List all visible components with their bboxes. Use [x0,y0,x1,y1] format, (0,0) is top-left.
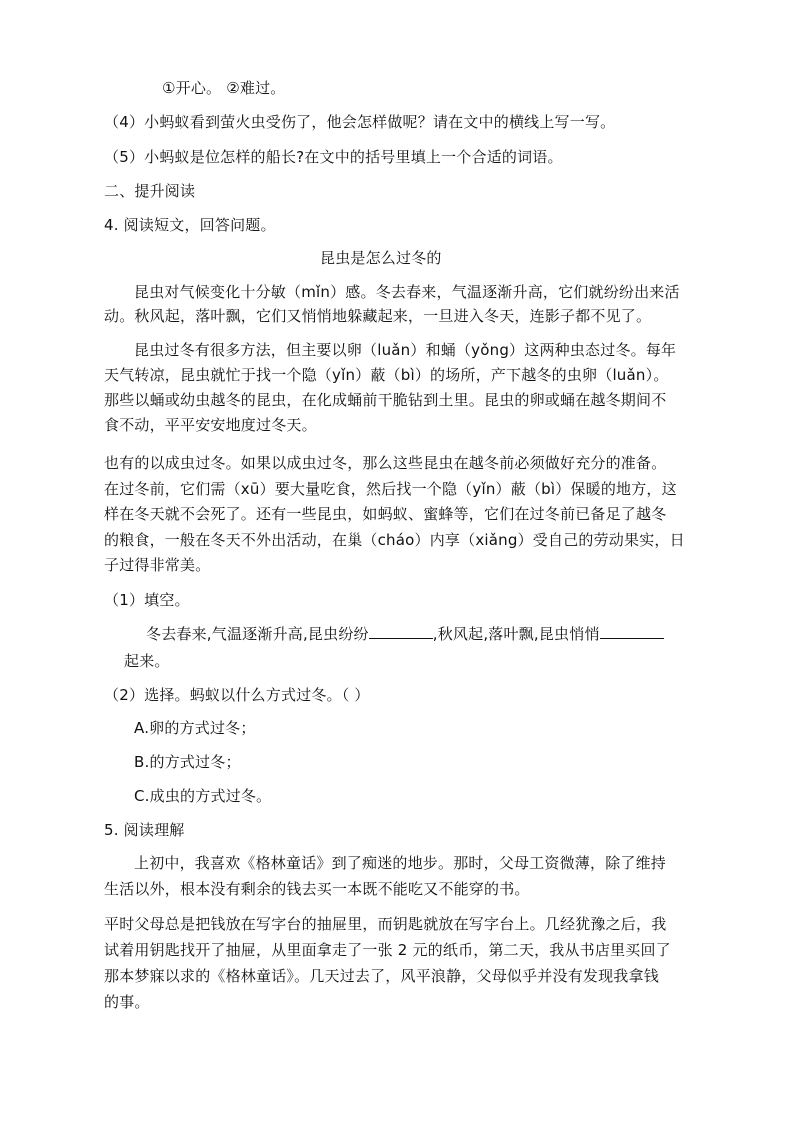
choice-option-c: C.成虫的方式过冬。 [134,787,272,805]
answer-blank[interactable] [600,624,664,639]
passage-title: 昆虫是怎么过冬的 [320,249,442,267]
paragraph-line: 昆虫过冬有很多方法，但主要以卵（luǎn）和蛹（yǒng）这两种虫态过冬。每年 [134,341,677,359]
fill-blank-continuation: 起来。 [124,652,170,670]
paragraph-line: 在过冬前，它们需（xū）要大量吃食，然后找一个隐（yǐn）蔽（bì）保暖的地方，这 [104,480,677,498]
question-5-line: （5）小蚂蚁是位怎样的船长?在文中的括号里填上一个合适的词语。 [104,148,563,166]
fill-blank-text: ,秋风起,落叶飘,昆虫悄悄 [432,625,600,643]
paragraph-line: 上初中，我喜欢《格林童话》到了痴迷的地步。那时，父母工资微薄，除了维持 [134,854,667,872]
paragraph-line: 昆虫对气候变化十分敏（mǐn）感。冬去春来，气温逐渐升高，它们就纷纷出来活 [134,283,680,301]
question-4-line: （4）小蚂蚁看到萤火虫受伤了，他会怎样做呢？请在文中的横线上写一写。 [104,113,616,131]
paragraph-line: 天气转凉，昆虫就忙于找一个隐（yǐn）蔽（bì）的场所，产下越冬的虫卵（luǎn）。 [104,366,669,384]
paragraph-line: 的粮食，一般在冬天不外出活动，在巢（cháo）内享（xiǎng）受自己的劳动果实，日 [104,531,685,549]
answer-options-line: ①开心。 ②难过。 [162,79,286,97]
paragraph-line: 试着用钥匙找开了抽屉，从里面拿走了一张 2 元的纸币，第二天，我从书店里买回了 [104,941,671,959]
section-heading: 二、提升阅读 [104,182,196,200]
fill-blank-text: 冬去春来,气温逐渐升高,昆虫纷纷 [146,625,369,643]
paragraph-line: 子过得非常美。 [104,556,211,574]
question-heading-5: 5. 阅读理解 [104,821,185,839]
paragraph-line: 的事。 [104,993,150,1011]
choice-option-a: A.卵的方式过冬； [134,719,256,737]
paragraph-line: 样在冬天就不会死了。还有一些昆虫，如蚂蚁、蜜蜂等，它们在过冬前已备足了越冬 [104,505,667,523]
paragraph-line: 平时父母总是把钱放在写字台的抽屉里，而钥匙就放在写字台上。几经犹豫之后，我 [104,915,667,933]
fill-blank-heading: （1）填空。 [104,591,190,609]
paragraph-line: 那些以蛹或幼虫越冬的昆虫，在化成蛹前干脆钻到土里。昆虫的卵或蛹在越冬期间不 [104,391,667,409]
paragraph-line: 生活以外，根本没有剩余的钱去买一本既不能吃又不能穿的书。 [104,880,530,898]
paragraph-line: 那本梦寐以求的《格林童话》。几天过去了，风平浪静，父母似乎并没有发现我拿钱 [104,967,659,985]
paragraph-line: 也有的以成虫过冬。如果以成虫过冬，那么这些昆虫在越冬前必须做好充分的准备。 [104,454,667,472]
answer-blank[interactable] [369,624,433,639]
paragraph-line: 食不动，平平安安地度过冬天。 [104,416,317,434]
choice-question: （2）选择。蚂蚁以什么方式过冬。（ ） [104,686,370,704]
choice-option-b: B.的方式过冬； [134,753,241,771]
question-heading-4: 4. 阅读短文，回答问题。 [104,216,276,234]
paragraph-line: 动。秋风起，落叶飘，它们又悄悄地躲藏起来，一旦进入冬天，连影子都不见了。 [104,307,652,325]
fill-blank-sentence [146,624,664,644]
